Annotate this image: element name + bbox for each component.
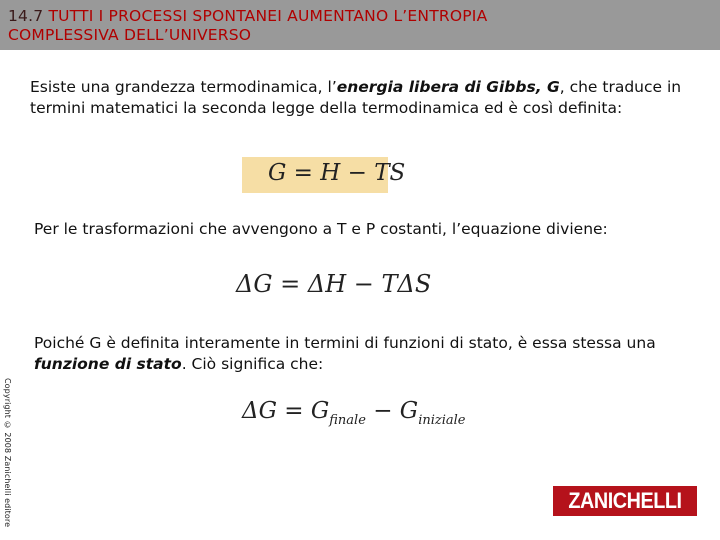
copyright-notice: Copyright © 2008 Zanichelli editore (3, 378, 12, 528)
paragraph3-text-before: Poiché G è definita interamente in termini di funzioni di stato, è essa stessa una (34, 334, 656, 352)
paragraph1-text-before: Esiste una grandezza termodinamica, l’ (30, 78, 337, 96)
title-line-2: COMPLESSIVA DELL’UNIVERSO (8, 26, 252, 44)
paragraph-gibbs-definition (30, 77, 700, 119)
equation-gibbs (268, 160, 405, 186)
equation-delta-gibbs-text: ΔG = ΔH − TΔS (236, 270, 432, 298)
paragraph3-text-after: . Ciò significa che: (181, 355, 324, 373)
equation3-sub-finale: finale (329, 413, 366, 428)
paragraph-constant-tp: Per le trasformazioni che avvengono a T e P costanti, l’equazione diviene: (34, 220, 608, 238)
title-bar (0, 0, 720, 50)
equation-delta-gibbs (236, 270, 431, 298)
equation-gibbs-text: G = H − TS (268, 160, 406, 186)
equation3-sub-iniziale: iniziale (418, 413, 466, 428)
equation3-mid: − G (365, 398, 419, 424)
paragraph3-emphasis: funzione di stato (34, 355, 182, 373)
equation-final-initial (242, 398, 465, 428)
paragraph-state-function (34, 333, 694, 375)
paragraph1-text-after: , che traduce in termini matematici la seconda legge della termodinamica ed è così definita: (30, 78, 682, 117)
equation3-lhs: ΔG = G (242, 398, 330, 424)
paragraph1-emphasis: energia libera di Gibbs, G (336, 78, 560, 96)
slide-title (8, 7, 708, 45)
zanichelli-logo: ZANICHELLI (553, 486, 697, 516)
section-number: 14.7 (8, 7, 44, 25)
title-line-1: TUTTI I PROCESSI SPONTANEI AUMENTANO L’ENTROPIA (48, 7, 488, 25)
